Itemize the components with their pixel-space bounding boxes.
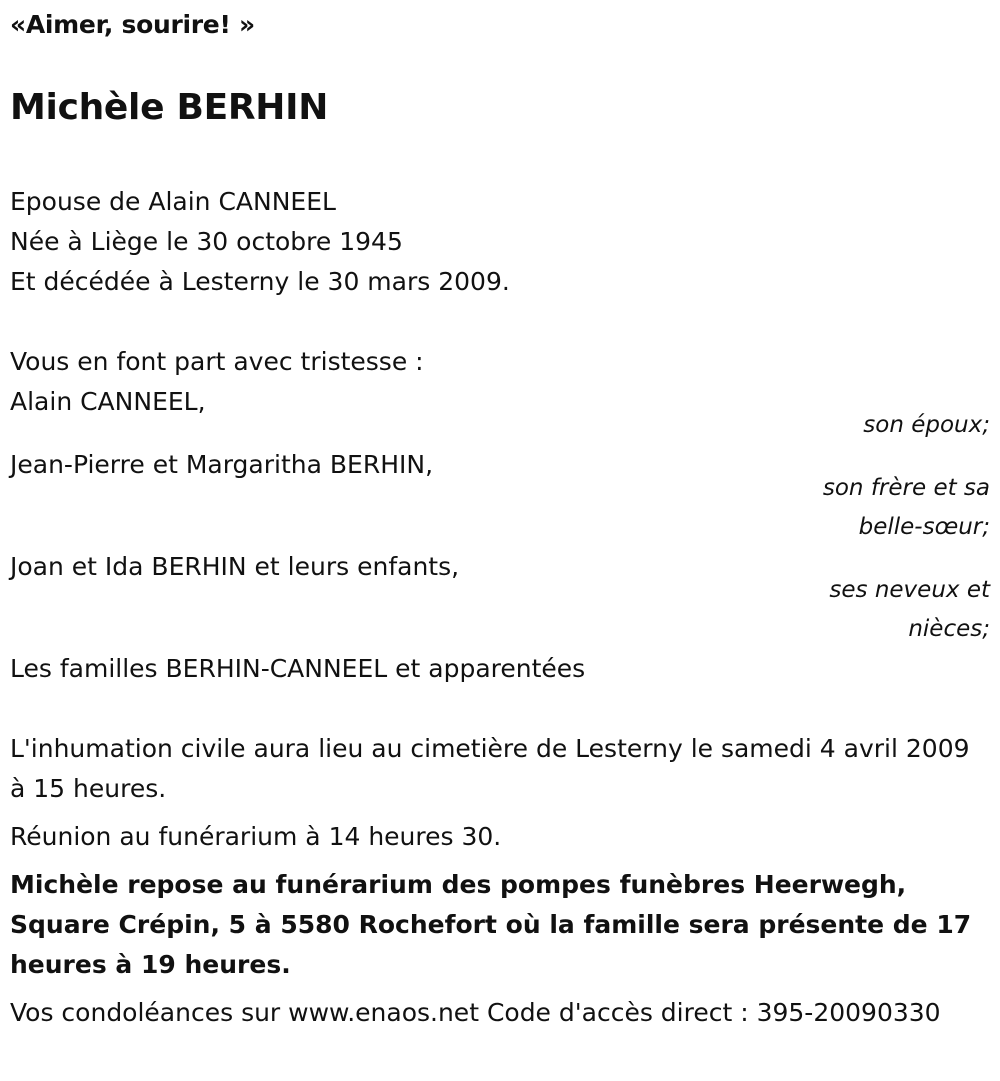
mourner-name: Alain CANNEEL,	[10, 387, 206, 416]
obituary-notice	[10, 0, 990, 1033]
meeting-text: Réunion au funérarium à 14 heures 30.	[10, 822, 502, 851]
death-line: Et décédée à Lesterny le 30 mars 2009.	[10, 267, 510, 296]
burial-text: L'inhumation civile aura lieu au cimetière de Lesterny le samedi 4 avril 2009 à 15 heures.	[10, 734, 970, 803]
mourner-entry	[10, 547, 990, 649]
epitaph-quote: «Aimer, sourire! »	[10, 10, 255, 39]
funeral-block	[10, 729, 990, 1033]
relation-line: belle-sœur;	[858, 514, 990, 540]
mourners-block	[10, 342, 990, 689]
visitation-text: Michèle repose au funérarium des pompes funèbres Heerwegh, Square Crépin, 5 à 5580 Rochefort où la famille sera présente de 17 heures à 19 heures.	[10, 870, 972, 979]
spouse-line: Epouse de Alain CANNEEL	[10, 187, 336, 216]
relation-line: nièces;	[908, 616, 990, 642]
bio-block	[10, 182, 990, 302]
relation-line: son époux;	[863, 412, 990, 438]
mourner-entry	[10, 382, 990, 445]
mourner-entry	[10, 445, 990, 547]
mourners-intro: Vous en font part avec tristesse :	[10, 347, 424, 376]
mourner-name: Joan et Ida BERHIN et leurs enfants,	[10, 552, 460, 581]
relation-line: ses neveux et	[829, 577, 990, 603]
birth-line: Née à Liège le 30 octobre 1945	[10, 227, 403, 256]
deceased-name: Michèle BERHIN	[10, 87, 329, 128]
condolences-text: Vos condoléances sur www.enaos.net Code d'accès direct : 395-20090330	[10, 998, 941, 1027]
relation-line: son frère et sa	[822, 475, 990, 501]
families-line: Les familles BERHIN-CANNEEL et apparentées	[10, 654, 586, 683]
mourner-name: Jean-Pierre et Margaritha BERHIN,	[10, 450, 434, 479]
